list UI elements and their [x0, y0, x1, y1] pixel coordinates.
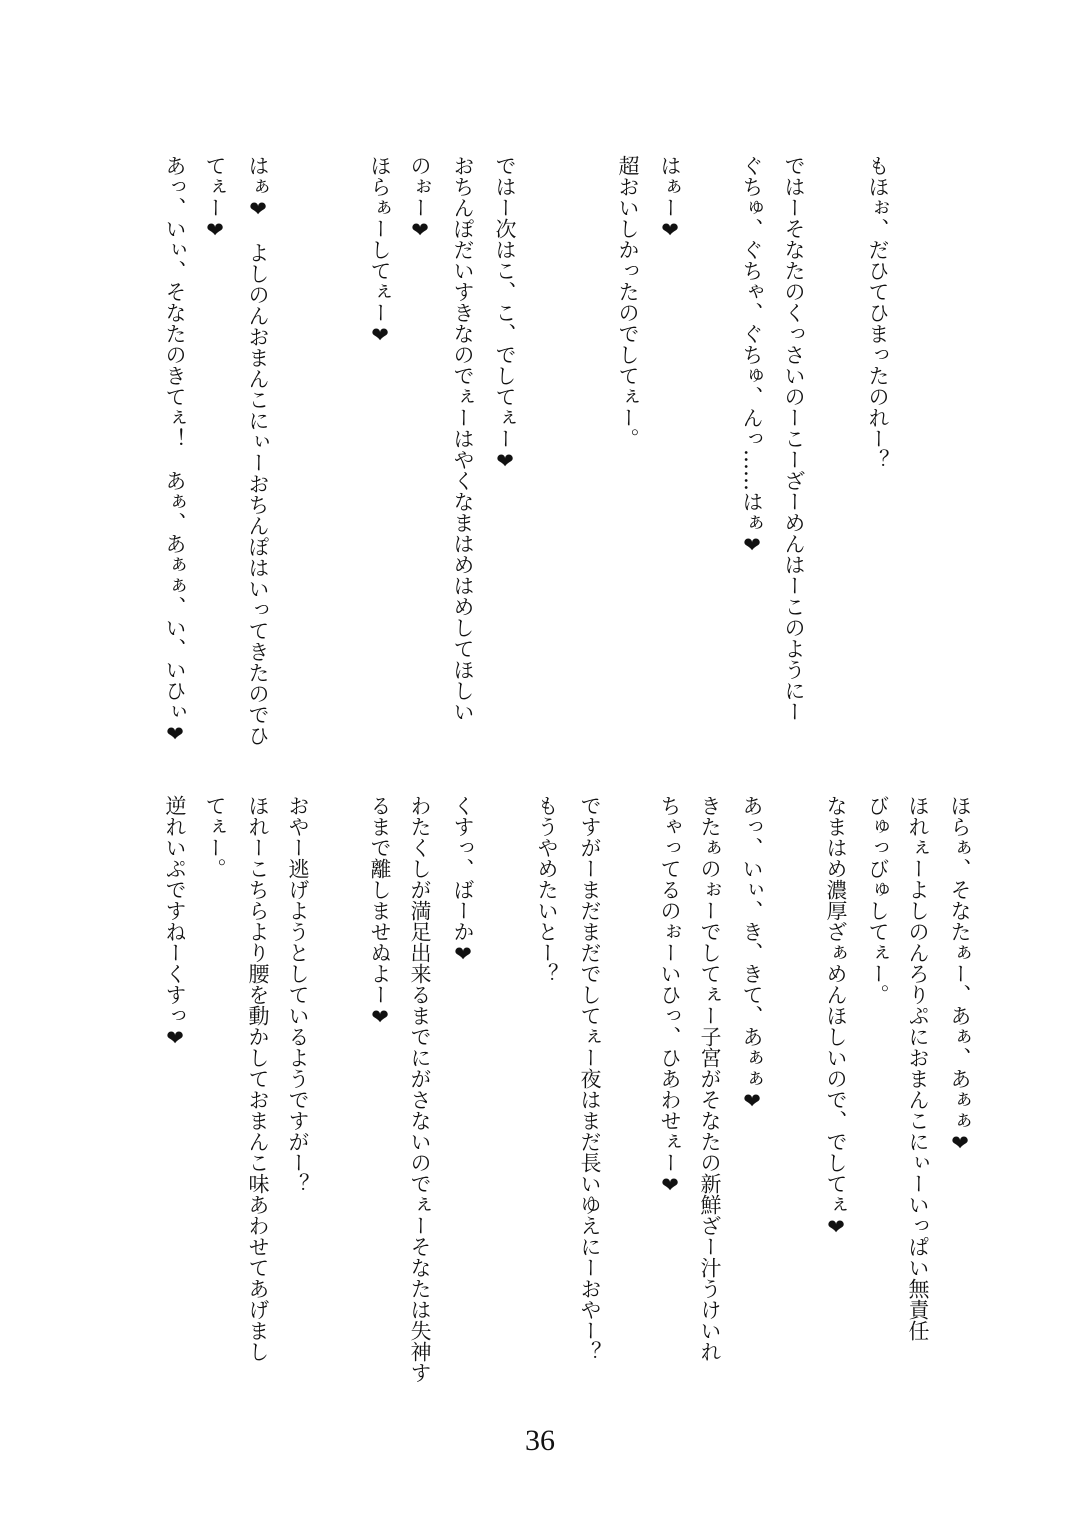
text-column: てぇー。: [203, 795, 227, 879]
text-column: てぇー❤: [203, 155, 227, 242]
text-column: ちゃってるのぉーいひっ、ひあわせぇー❤: [658, 795, 682, 1197]
text-column: ほらぁーしてぇー❤: [368, 155, 392, 347]
text-column: ほらぁ、そなたぁー、あぁ、あぁぁ❤: [948, 795, 972, 1155]
text-column: のぉー❤: [408, 155, 432, 242]
text-column: くすっ、ばーか❤: [451, 795, 475, 966]
text-column: ですがーまだまだでしてぇー夜はまだ長いゆえにーおやー？: [578, 795, 602, 1362]
page-number: 36: [525, 1424, 555, 1457]
text-column: ではー次はこ、こ、でしてぇー❤: [493, 155, 517, 473]
text-column: はぁー❤: [658, 155, 682, 242]
text-column: おやー逃げようとしているようですがー？: [286, 795, 310, 1194]
text-column: 超おいしかったのでしてぇー。: [616, 155, 640, 449]
text-column: わたくしが満足出来るまでにがさないのでぇーそなたは失神す: [408, 795, 432, 1383]
text-column: ほれーこちらより腰を動かしておまんこ味あわせてあげまし: [246, 795, 270, 1362]
text-column: びゅっびゅしてぇー。: [866, 795, 890, 1005]
text-column: あっ、いぃ、そなたのきてぇ！ あぁ、あぁぁ、い、いひぃ❤: [163, 155, 187, 746]
text-column: もうやめたいとー？: [535, 795, 559, 984]
text-column: おちんぽだいすきなのでぇーはやくなまはめはめしてほしい: [451, 155, 475, 722]
text-column: るまで離しませぬよー❤: [368, 795, 392, 1029]
text-column: 逆れいぷですねーくすっ❤: [163, 795, 187, 1050]
text-column: きたぁのぉーでしてぇー子宮がそなたの新鮮ざー汁うけいれ: [698, 795, 722, 1362]
text-column: ほれぇーよしのんろりぷにおまんこにぃーいっぱい無責任: [906, 795, 930, 1341]
text-column: あっ、いぃ、き、きて、あぁぁ❤: [740, 795, 764, 1113]
text-column: もほぉ、だひてひまったのれー？: [866, 155, 890, 470]
text-column: ではーそなたのくっさいのーこーざーめんはーこのようにー: [782, 155, 806, 722]
text-column: はぁ❤ よしのんおまんこにぃーおちんぽはいってきたのでひ: [246, 155, 270, 746]
text-column: ぐちゅ、ぐちゃ、ぐちゅ、んっ……はぁ❤: [740, 155, 764, 557]
text-column: なまはめ濃厚ざぁめんほしいので、でしてぇ❤: [824, 795, 848, 1239]
